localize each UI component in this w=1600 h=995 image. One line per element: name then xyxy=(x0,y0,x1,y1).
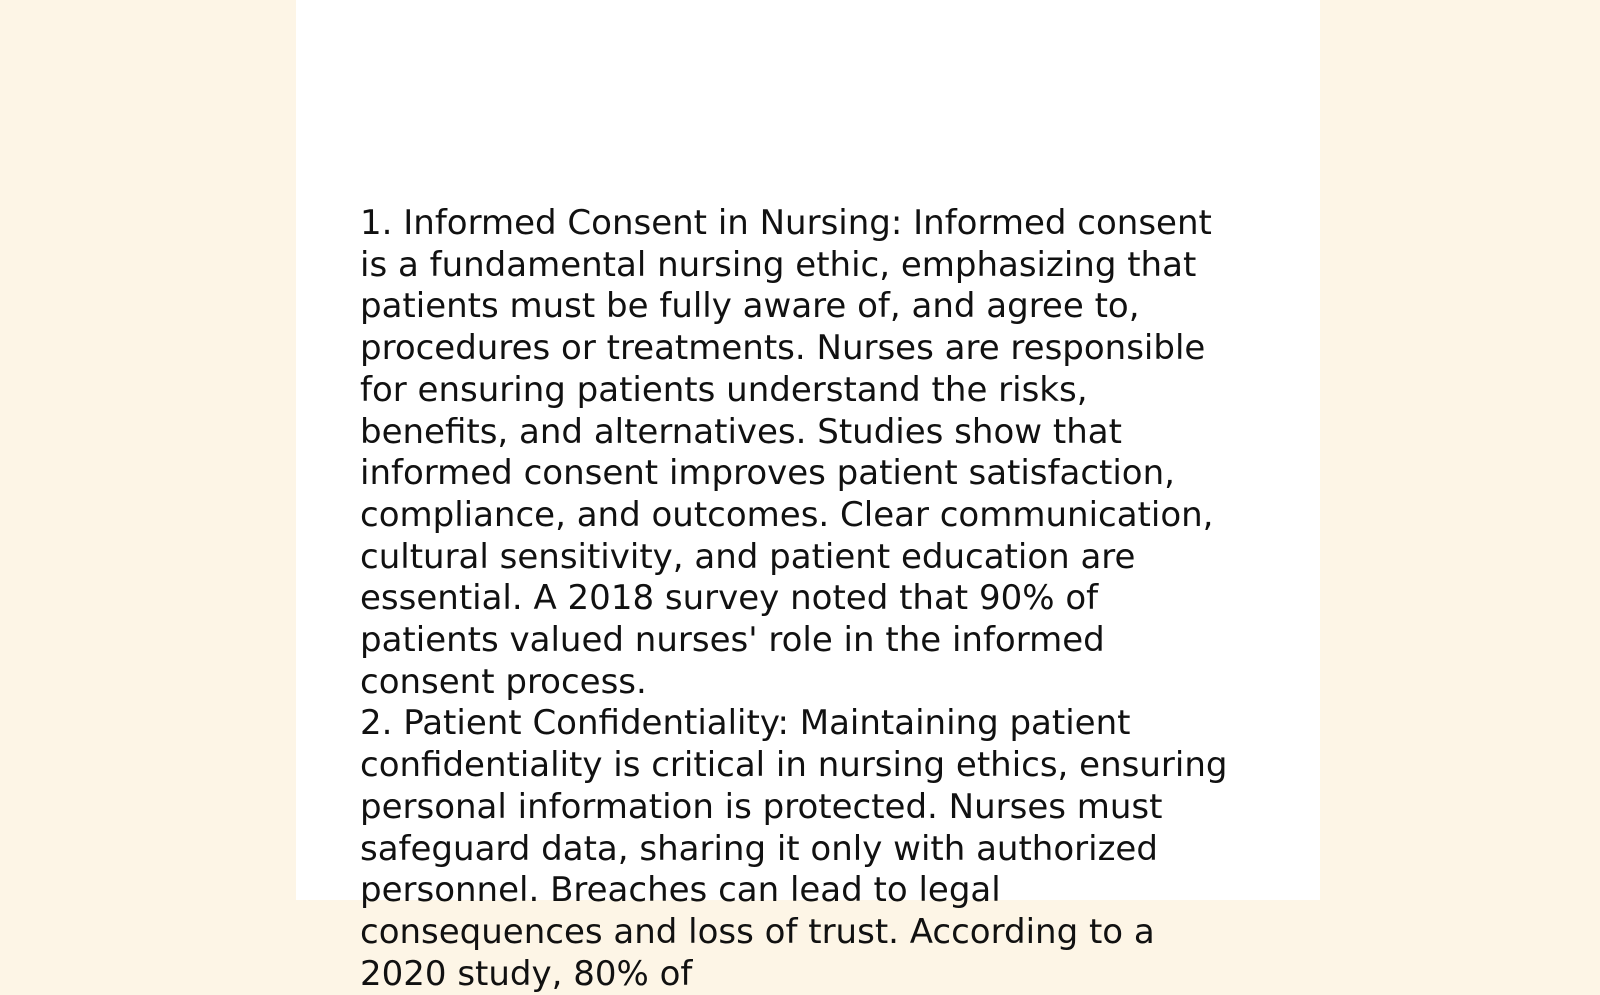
document-body xyxy=(360,203,1240,995)
section-informed-consent: 1. Informed Consent in Nursing: Informed consent is a fundamental nursing ethic, emphasizing that patients must be fully aware of, and agree to, procedures or treatments. Nurses are responsible for ensuring patients understand the risks, benefits, and alternatives. Studies show that informed consent improves patient satisfaction, compliance, and outcomes. Clear communication, cultural sensitivity, and patient education are essential. A 2018 survey noted that 90% of patients valued nurses' role in the informed consent process. xyxy=(360,203,1214,702)
section-patient-confidentiality: 2. Patient Confidentiality: Maintaining patient confidentiality is critical in nursing ethics, ensuring personal information is protected. Nurses must safeguard data, sharing it only with authorized personnel. Breaches can lead to legal consequences and loss of trust. According to a 2020 study, 80% of xyxy=(360,703,1228,994)
document-page xyxy=(296,0,1320,994)
